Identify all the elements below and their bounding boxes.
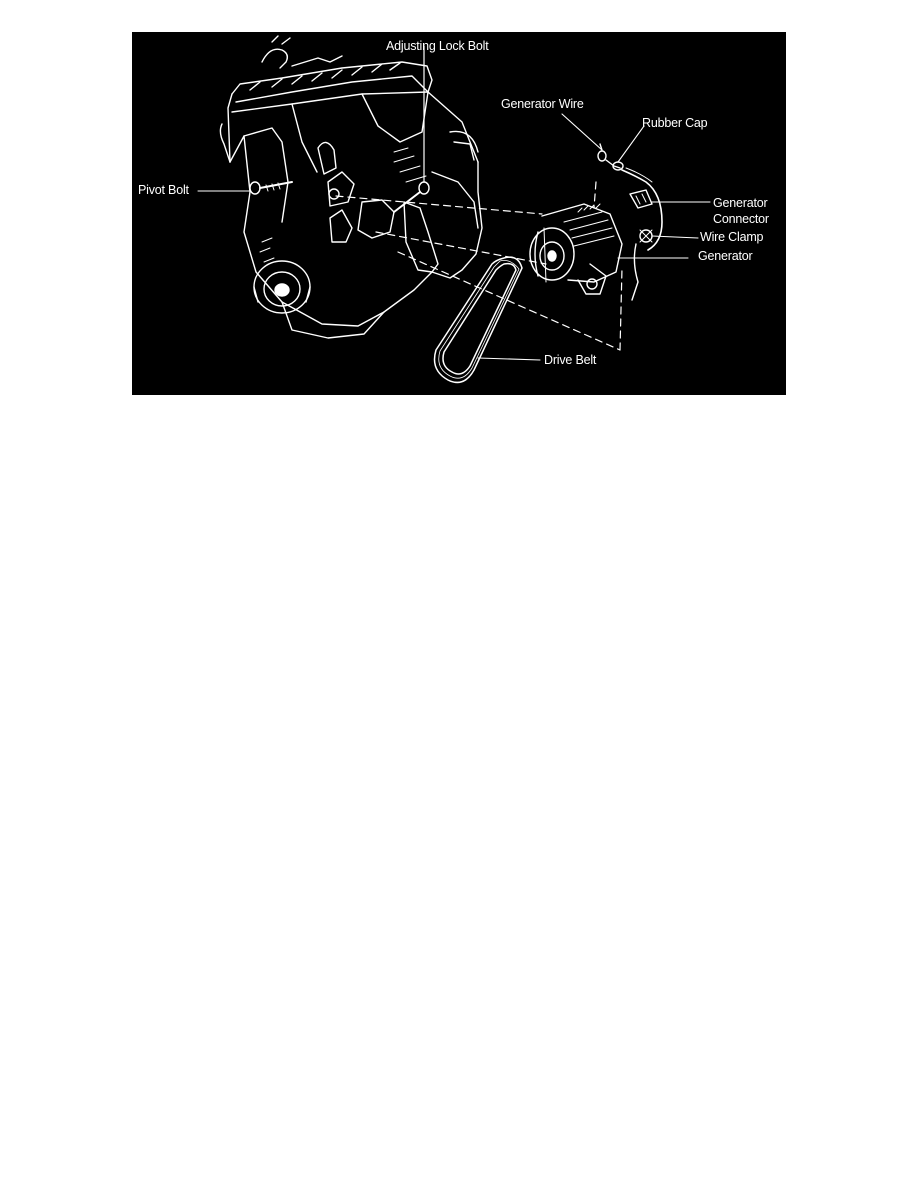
generator-illustration xyxy=(530,204,622,294)
label-generator-connector-line2: Connector xyxy=(713,212,769,226)
wire-clamp-illustration xyxy=(632,230,698,300)
label-generator-connector-line1: Generator xyxy=(713,196,768,210)
drive-belt-illustration xyxy=(435,257,523,382)
label-wire-clamp: Wire Clamp xyxy=(700,230,764,244)
label-generator: Generator xyxy=(698,249,753,263)
label-pivot-bolt: Pivot Bolt xyxy=(138,183,189,197)
adjusting-lock-bolt-illustration xyxy=(394,46,429,212)
engine-illustration xyxy=(132,32,786,395)
leader-lines xyxy=(198,114,688,360)
label-drive-belt: Drive Belt xyxy=(544,353,597,367)
generator-removal-diagram xyxy=(132,32,786,395)
generator-connector-illustration xyxy=(630,190,710,208)
label-generator-wire: Generator Wire xyxy=(501,97,584,111)
label-adjusting-lock-bolt: Adjusting Lock Bolt xyxy=(386,39,489,53)
pivot-bolt-illustration xyxy=(250,182,292,194)
label-rubber-cap: Rubber Cap xyxy=(642,116,708,130)
